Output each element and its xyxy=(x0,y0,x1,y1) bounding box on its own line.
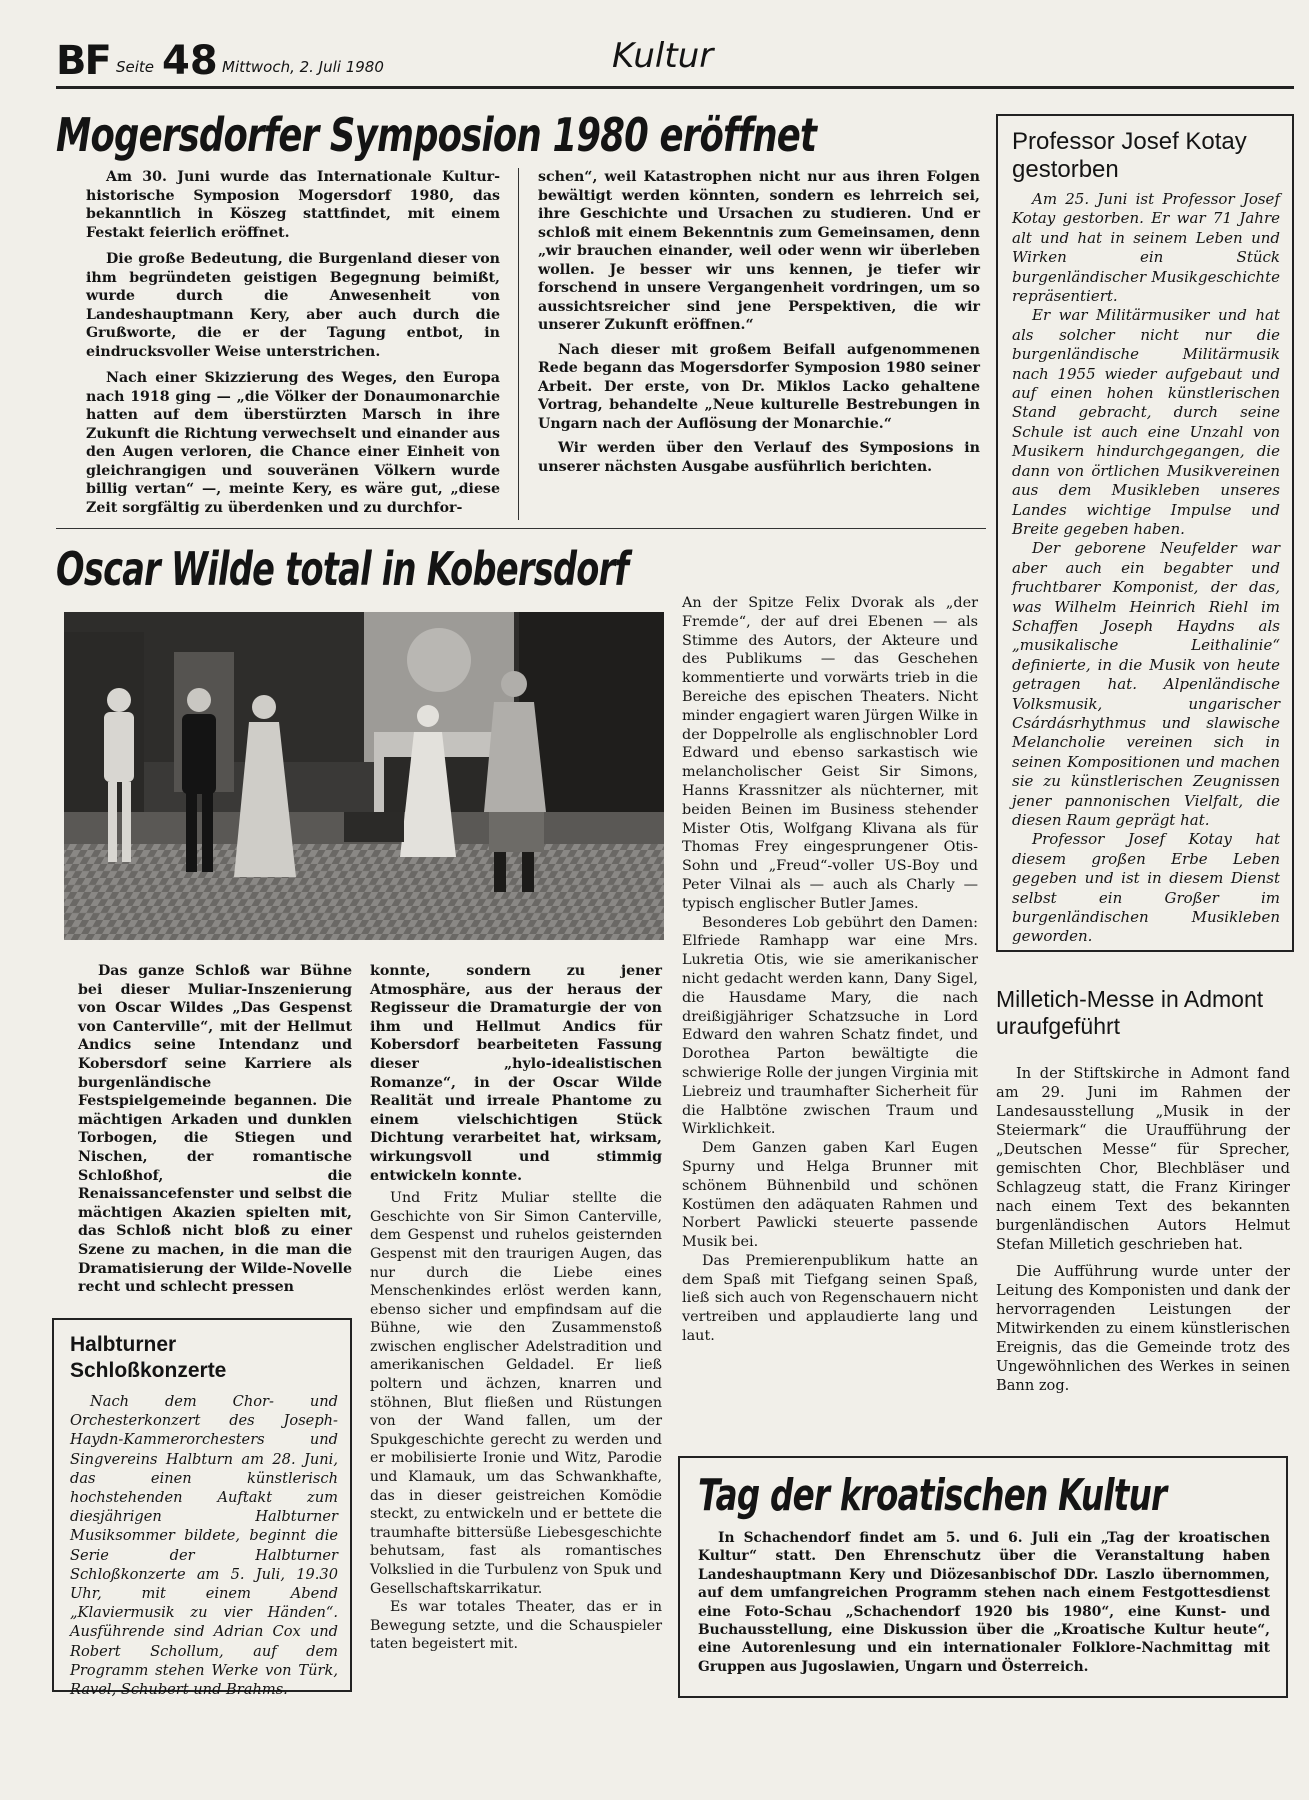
halbturn-box xyxy=(52,1318,352,1699)
paragraph: Wir werden über den Verlauf des Symposions in unserer nächsten Ausgabe ausführlich berichten. xyxy=(538,440,980,475)
mogersdorf-column-1 xyxy=(86,168,500,517)
kotay-body xyxy=(1012,190,1280,947)
halbturn-body xyxy=(70,1392,338,1699)
kroatisch-box xyxy=(678,1456,1288,1698)
issue-date: Mittwoch, 2. Juli 1980 xyxy=(222,58,384,76)
milletich-body xyxy=(996,1064,1290,1395)
paragraph: Am 25. Juni ist Professor Josef Kotay gestorben. Er war 71 Jahre alt und hat in seinem Leben und Wirken ein Stück burgenländischer Musikgeschichte repräsentiert. xyxy=(1012,190,1280,306)
paragraph: Und Fritz Muliar stellte die Geschichte von Sir Simon Canterville, dem Gespenst und ruhelos geisternden Gespenst mit den traurigen Augen, das nur durch die Liebe eines Menschenkindes erlöst werden kann, ebenso sicher und empfindsam auf die Bühne, wie den Zusammenstoß zwischen englischer Adelstradition und amerikanischen Geldadel. Er ließ poltern und ächzen, knarren und stöhnen, Blut fließen und Rüstungen von der Wand fallen, um der Spukgeschichte gerecht zu werden und er mobilisierte Ironie und Witz, Parodie und Klamauk, um das Schwankhafte, das in dieser geistreichen Komödie steckt, zu entwickeln und er bettete die traumhafte bittersüße Liebesgeschichte behutsam, fast als romantisches Volkslied in die Turbulenz von Spuk und Gesellschaftskarrikatur. xyxy=(370,1190,662,1597)
wilde-headline: Oscar Wilde total in Kobersdorf xyxy=(56,542,629,596)
section-title: Kultur xyxy=(612,36,714,76)
paragraph: konnte, sondern zu jener Atmosphäre, aus der heraus der Regisseur die Dramaturgie der von ihm und Hellmut Andics für Kobersdorf bearbeiteten Fassung dieser „hylo-idealistischen Romanze“, in der Oscar Wilde Realität und irreale Phantome zu einem vielschichtigen Stück Dichtung verarbeitet hat, wirksam, wirkungsvoll und stimmig entwickeln konnte. xyxy=(370,963,662,1184)
paragraph: Das ganze Schloß war Bühne bei dieser Muliar-Inszenierung von Oscar Wildes „Das Gespenst von Canterville“, mit der Hellmut Andics seine Intendanz und Kobersdorf seine Karriere als burgenländische Festspielgemeinde begannen. Die mächtigen Arkaden und dunklen Torbogen, die Stiegen und Nischen, der romantische Schloßhof, die Renaissancefenster und selbst die mächtigen Akazien spielten mit, das Schloß nicht bloß zu einer Szene zu machen, in die man die Dramatisierung der Wilde-Novelle recht und schlecht pressen xyxy=(78,963,352,1296)
paragraph: Die Aufführung wurde unter der Leitung des Komponisten und dank der hervorragenden Leistungen der Mitwirkenden zu einem künstlerischen Ereignis, das die Gemeinde trotz des Ungewöhnlichen des Werkes in seinen Bann zog. xyxy=(996,1263,1290,1394)
paragraph: Besonderes Lob gebührt den Damen: Elfriede Ramhapp war eine Mrs. Lukretia Otis, wie sie amerikanischer nicht gedacht werden kann, Dany Sigel, die Hausdame Mary, die nach dreißigjähriger Schatzsuche in Lord Edward den wahren Schatz findet, und Dorothea Parton bewältigte die schwierige Rolle der jungen Virginia mit Liebreiz und traumhafter Sicherheit für die Halbtöne zwischen Traum und Wirklichkeit. xyxy=(682,914,978,1138)
wilde-column-2 xyxy=(370,962,662,1654)
kotay-headline: Professor Josef Kotay gestorben xyxy=(1012,128,1247,183)
masthead xyxy=(56,36,1296,88)
paragraph: Das Premierenpublikum hatte an dem Spaß mit Tiefgang seinen Spaß, ließ sich auch von Regenschauern nicht vertreiben und applaudierte lang und laut. xyxy=(682,1252,978,1345)
paragraph: Der geborene Neufelder war aber auch ein begabter und fruchtbarer Komponist, der das, was Wilhelm Heinrich Riehl im Schaffen Joseph Haydns als „musikalische Leithalinie“ definierte, in die Musik von heute getragen hat. Alpenländische Volksmusik, ungarischer Csárdásrhythmus und slawische Melancholie vereinen sich in seinen Kompositionen und machen sie zu künstlerischen Zeugnissen jener pannonischen Vielfalt, die diesen Raum geprägt hat. xyxy=(1012,539,1280,829)
mogersdorf-headline: Mogersdorfer Symposion 1980 eröffnet xyxy=(56,108,817,162)
page-label: Seite xyxy=(116,58,155,76)
column-divider xyxy=(518,168,519,520)
page-number: 48 xyxy=(162,38,218,84)
paragraph: Am 30. Juni wurde das Internationale Kultur-historische Symposion Mogersdorf 1980, das bekanntlich in Köszeg stattfindet, mit einem Festakt feierlich eröffnet. xyxy=(86,169,500,241)
kotay-box xyxy=(996,114,1294,952)
halbturn-headline: Halbturner Schloßkonzerte xyxy=(70,1333,227,1382)
wilde-column-1 xyxy=(78,962,352,1297)
milletich-headline: Milletich-Messe in Admont uraufgeführt xyxy=(996,986,1264,1039)
paragraph: In der Stiftskirche in Admont fand am 29. Juni im Rahmen der Landesausstellung „Musik in der Steiermark“ die Uraufführung der „Deutschen Messe“ für Sprecher, gemischten Chor, Blechbläser und Schlagzeug statt, die Franz Kiringer nach einem Text des bekannten burgenländischen Autors Helmut Stefan Milletich geschrieben hat. xyxy=(996,1065,1290,1253)
paragraph: Die große Bedeutung, die Burgenland dieser von ihm begründeten geistigen Begegnung beimißt, wurde durch die Anwesenheit von Landeshauptmann Kery, aber auch durch die Grußworte, die er der Tagung entbot, in eindrucksvoller Weise unterstrichen. xyxy=(86,251,500,360)
paragraph: Professor Josef Kotay hat diesem großen Erbe Leben gegeben und ist in diesem Dienst selbst ein Großer im burgenländischen Musikleben geworden. xyxy=(1012,830,1280,946)
mogersdorf-column-2 xyxy=(538,168,980,476)
stage-photo xyxy=(64,612,664,940)
paragraph: Er war Militärmusiker und hat als solcher nicht nur die burgenländische Militärmusik nach 1955 wieder aufgebaut und auf einen hohen künstlerischen Stand gebracht, durch seine Schule ist auch eine Unzahl von Musikern hindurchgegangen, die dann von örtlichen Musikvereinen aus dem Musikleben unseres Landes wichtige Impulse und Breite gegeben haben. xyxy=(1012,306,1280,538)
paragraph: Es war totales Theater, das er in Bewegung setzte, und die Schauspieler taten begeistert mit. xyxy=(370,1599,662,1653)
kroatisch-body xyxy=(698,1529,1270,1676)
section-divider xyxy=(56,528,986,529)
paragraph: Nach dem Chor- und Orchesterkonzert des Joseph-Haydn-Kammerorchesters und Singvereins Halbturn am 28. Juni, das einen künstlerisch hochstehenden Auftakt zum diesjährigen Halbturner Musiksommer bildete, beginnt die Serie der Halbturner Schloßkonzerte am 5. Juli, 19.30 Uhr, mit einem Abend „Klaviermusik zu vier Händen“. Ausführende sind Adrian Cox und Robert Schollum, auf dem Programm stehen Werke von Türk, Ravel, Schubert und Brahms. xyxy=(70,1393,338,1699)
paragraph: Nach einer Skizzierung des Weges, den Europa nach 1918 ging — „die Völker der Donaumonarchie hatten auf dem überstürzten Marsch in ihre Zukunft die Richtung verwechselt und einander aus den Augen verloren, die Chance einer Einheit von gleichrangigen und souveränen Völkern wurde billig vertan“ —, meinte Kery, es wäre gut, „diese Zeit sorgfältig zu überdenken und zu durchfor- xyxy=(86,370,500,516)
stage-photo-graphic xyxy=(64,612,664,940)
paragraph: Dem Ganzen gaben Karl Eugen Spurny und Helga Brunner mit schönem Bühnenbild und schönen Kostümen den adäquaten Rahmen und Norbert Pawlicki steuerte passende Musik bei. xyxy=(682,1140,978,1251)
paragraph: Nach dieser mit großem Beifall aufgenommenen Rede begann das Mogersdorfer Symposion 1980 seiner Arbeit. Der erste, von Dr. Miklos Lacko gehaltene Vortrag, behandelte „Neue kulturelle Bestrebungen in Ungarn nach der Auflösung der Monarchie.“ xyxy=(538,341,980,432)
paragraph: In Schachendorf findet am 5. und 6. Juli ein „Tag der kroatischen Kultur“ statt. Den Ehrenschutz über die Veranstaltung haben Landeshauptmann Kery und Diözesanbischof DDr. Laszlo übernommen, auf dem umfangreichen Programm stehen nach einem Festgottesdienst eine Foto-Schau „Schachendorf 1920 bis 1980“, eine Kunst- und Buchausstellung, eine Diskussion über die „Kroatische Kultur heute“, eine Autorenlesung und ein internationaler Folklore-Nachmittag mit Gruppen aus Jugoslawien, Ungarn und Österreich. xyxy=(698,1530,1270,1675)
paragraph: schen“, weil Katastrophen nicht nur aus ihren Folgen bewältigt werden könnten, sondern es lehrreich sei, ihre Geschichte und Ursachen zu studieren. Und er schloß mit einem Bekenntnis zum Gemeinsamen, denn „wir brauchen einander, weil oder wenn wir überleben wollen. Je besser wir uns kennen, je tiefer wir forschend in unsere Vergangenheit vordringen, um so aussichtsreicher sind jene Perspektiven, die wir unserer Zukunft eröffnen.“ xyxy=(538,169,980,333)
wilde-column-3 xyxy=(682,594,978,1346)
paragraph: An der Spitze Felix Dvorak als „der Fremde“, der auf drei Ebenen — als Stimme des Autors, der Akteure und des Publikums — das Geschehen kommentierte und vorwärts trieb in die Bereiche des epischen Theaters. Nicht minder engagiert waren Jürgen Wilke in der Doppelrolle als englischnobler Lord Edward und ebenso sarkastisch wie melancholischer Geist Sir Simons, Hanns Krassnitzer als nüchterner, mit beiden Beinen im Business stehender Mister Otis, Wolfgang Klivana als für Thomas Frey eingesprungener Otis-Sohn und „Freud“-voller US-Boy und Peter Vilnai als — auch als Charly — typisch englischer Butler James. xyxy=(682,595,978,912)
masthead-rule xyxy=(56,86,1294,89)
kroatisch-headline: Tag der kroatischen Kultur xyxy=(698,1470,1167,1521)
newspaper-logo: BF xyxy=(56,38,110,84)
